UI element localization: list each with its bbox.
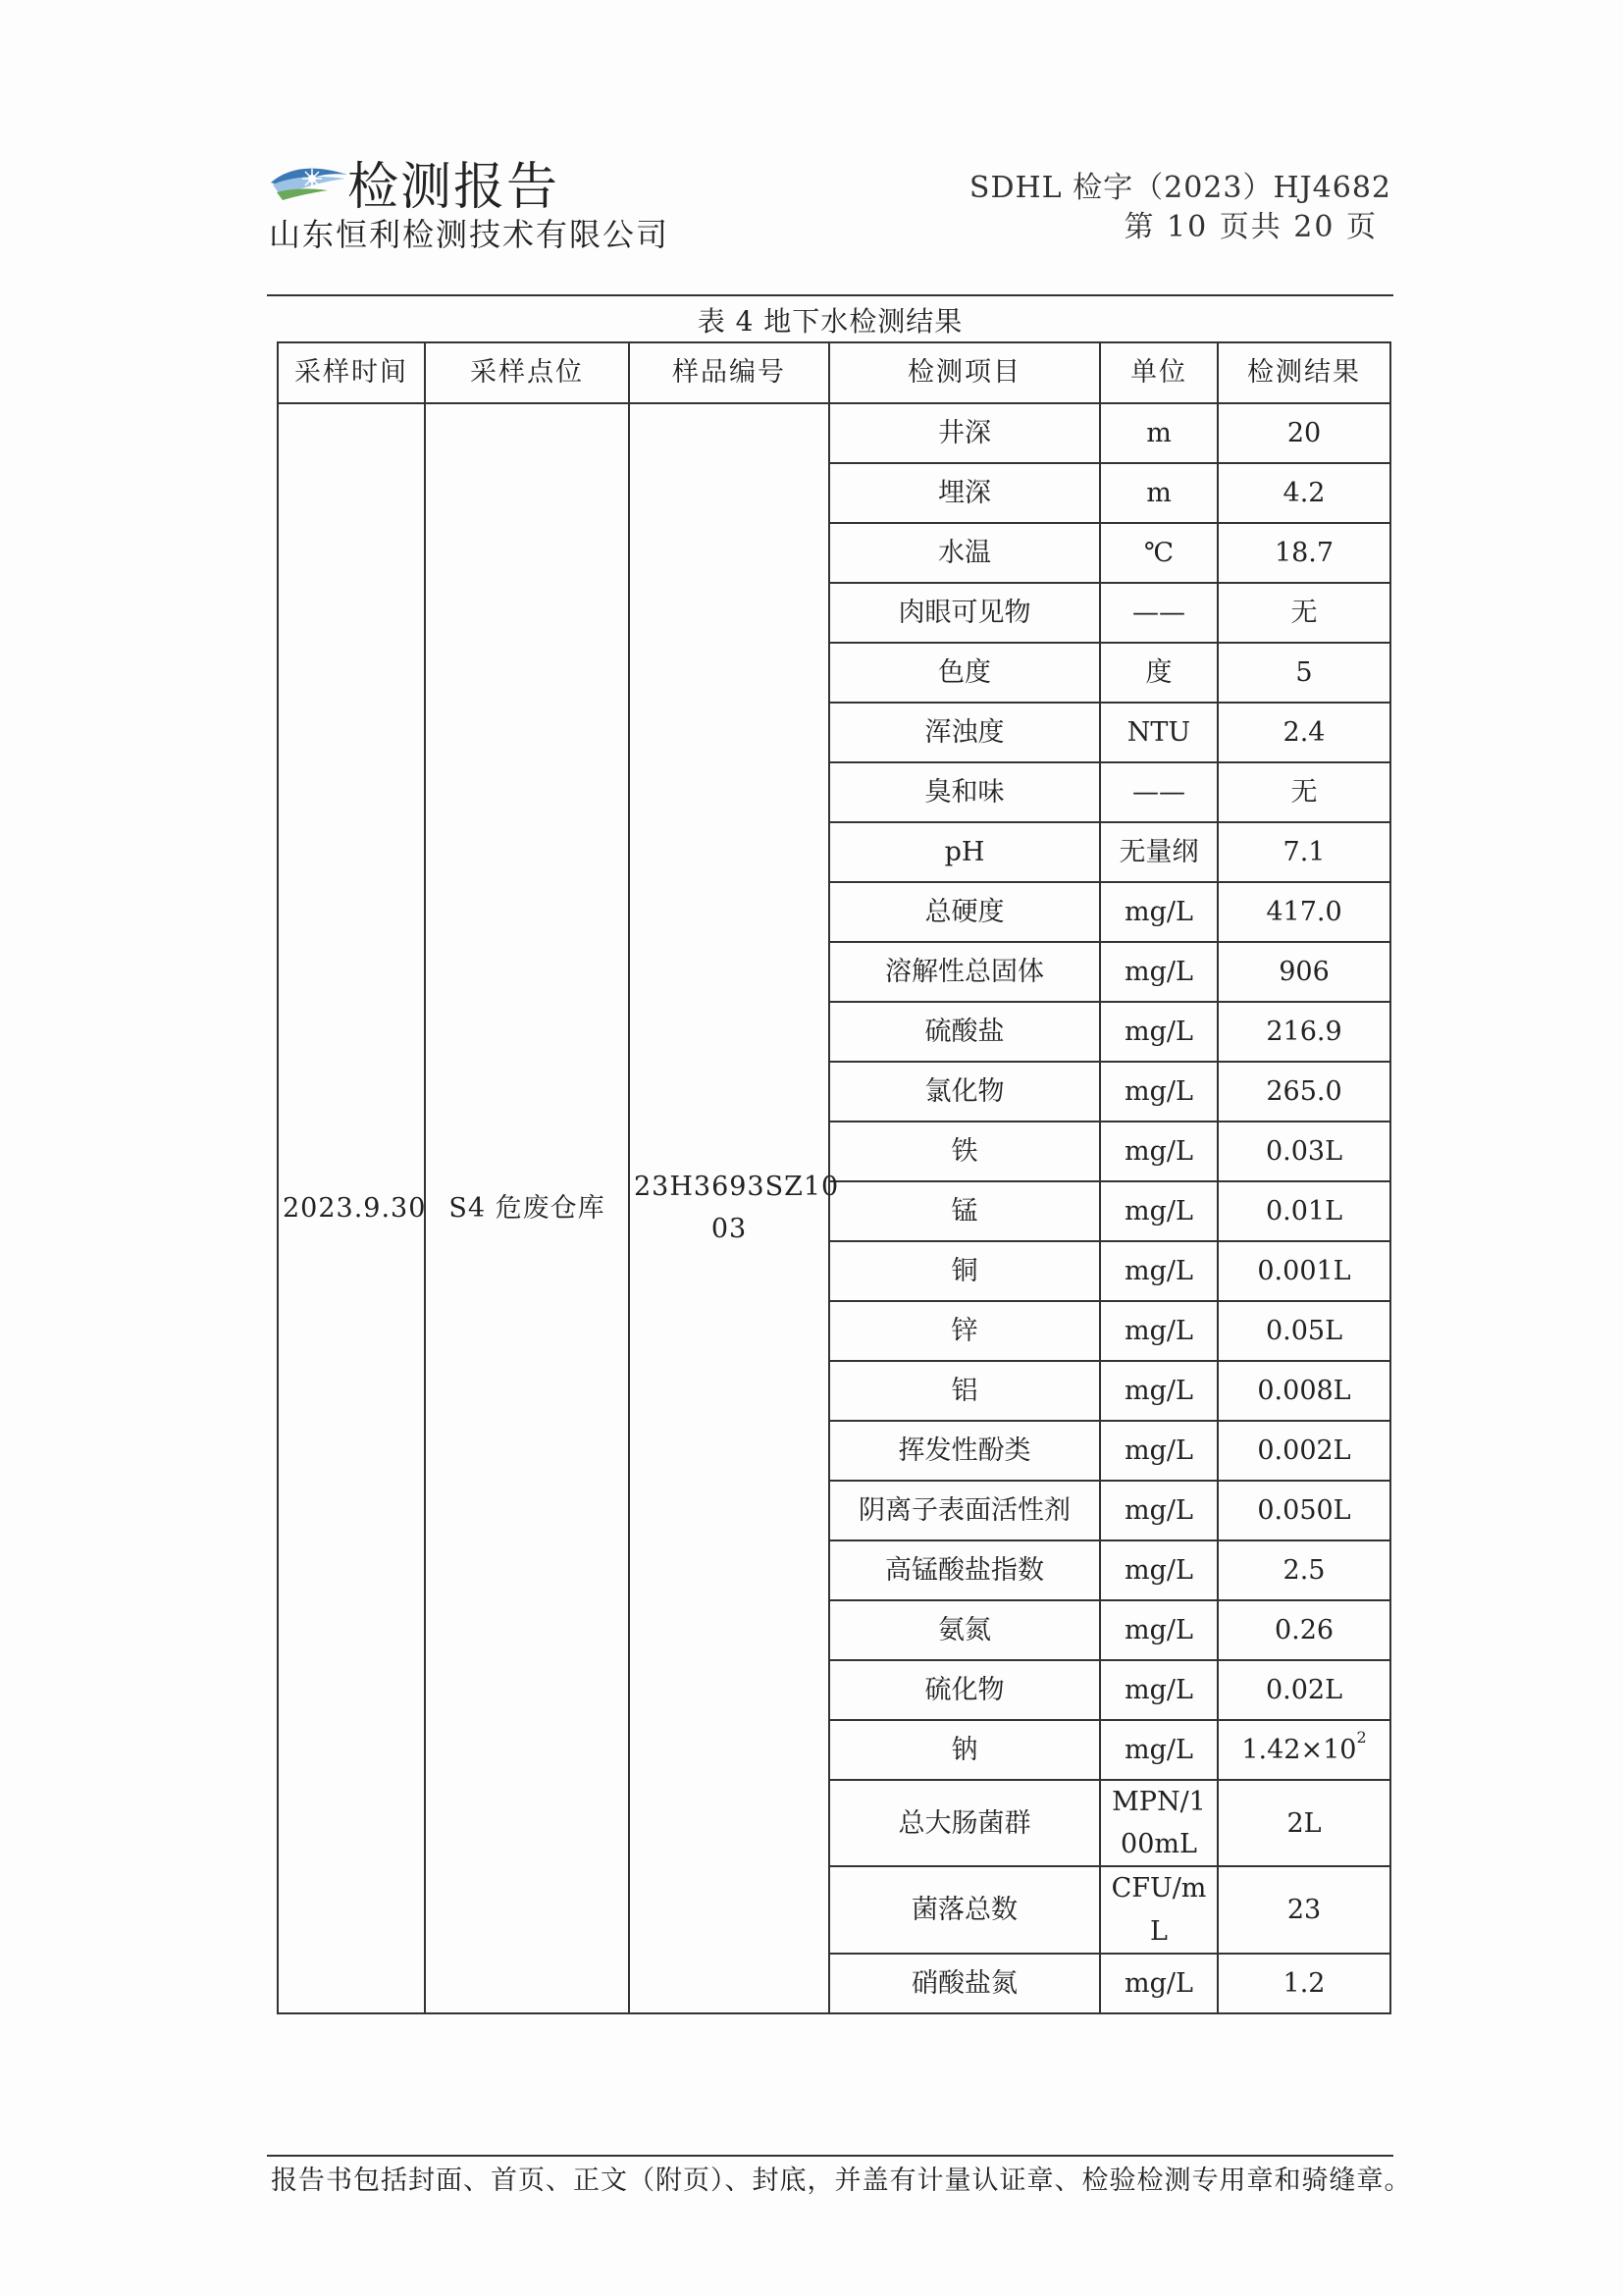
item-cell: 硝酸盐氮: [829, 1954, 1100, 2013]
unit-line1: CFU/m: [1111, 1873, 1207, 1905]
item-cell: 硫酸盐: [829, 1002, 1100, 1062]
item-cell: 肉眼可见物: [829, 583, 1100, 643]
item-cell: 铜: [829, 1241, 1100, 1301]
item-cell: 钠: [829, 1720, 1100, 1780]
result-cell: 216.9: [1218, 1002, 1390, 1062]
column-header: 样品编号: [629, 342, 829, 403]
result-cell: 0.001L: [1218, 1241, 1390, 1301]
unit-cell: mg/L: [1100, 1002, 1218, 1062]
result-cell: 2.5: [1218, 1540, 1390, 1600]
item-cell: 锌: [829, 1301, 1100, 1361]
unit-cell: mg/L: [1100, 1540, 1218, 1600]
unit-cell: mg/L: [1100, 1122, 1218, 1181]
item-cell: 臭和味: [829, 762, 1100, 822]
unit-cell: m: [1100, 403, 1218, 463]
item-cell: 氯化物: [829, 1062, 1100, 1122]
result-base: 1.42×10: [1241, 1734, 1357, 1765]
result-cell: 无: [1218, 583, 1390, 643]
unit-cell: mg/L: [1100, 1660, 1218, 1720]
item-cell: 铁: [829, 1122, 1100, 1181]
column-header: 采样点位: [425, 342, 629, 403]
item-cell: 溶解性总固体: [829, 942, 1100, 1002]
result-cell: 0.03L: [1218, 1122, 1390, 1181]
item-cell: pH: [829, 822, 1100, 882]
item-cell: 色度: [829, 643, 1100, 703]
item-cell: 埋深: [829, 463, 1100, 523]
result-cell: 20: [1218, 403, 1390, 463]
item-cell: 氨氮: [829, 1600, 1100, 1660]
unit-cell: mg/L: [1100, 1600, 1218, 1660]
unit-cell: mg/L: [1100, 882, 1218, 942]
item-cell: 总硬度: [829, 882, 1100, 942]
column-header: 采样时间: [278, 342, 425, 403]
sample-id-line1: 23H3693SZ10: [634, 1172, 840, 1203]
sample-id-cell: [629, 403, 840, 2013]
item-cell: 铝: [829, 1361, 1100, 1421]
result-cell: 0.05L: [1218, 1301, 1390, 1361]
item-cell: 锰: [829, 1181, 1100, 1241]
unit-cell: mg/L: [1100, 1241, 1218, 1301]
page-number: 第 10 页共 20 页: [1124, 210, 1378, 244]
item-cell: 阴离子表面活性剂: [829, 1481, 1100, 1540]
result-cell: 无: [1218, 762, 1390, 822]
result-cell: 906: [1218, 942, 1390, 1002]
unit-cell: NTU: [1100, 703, 1218, 762]
column-header: 单位: [1100, 342, 1218, 403]
result-cell: 18.7: [1218, 523, 1390, 583]
unit-cell: 度: [1100, 643, 1218, 703]
result-cell: 0.002L: [1218, 1421, 1390, 1481]
result-cell: 4.2: [1218, 463, 1390, 523]
unit-cell: mg/L: [1100, 1062, 1218, 1122]
result-cell: 0.050L: [1218, 1481, 1390, 1540]
result-cell: 265.0: [1218, 1062, 1390, 1122]
unit-cell: mg/L: [1100, 942, 1218, 1002]
company-name: 山东恒利检测技术有限公司: [269, 216, 670, 253]
unit-cell: mg/L: [1100, 1720, 1218, 1780]
result-cell: 0.01L: [1218, 1181, 1390, 1241]
footer-divider: [267, 2155, 1393, 2157]
footer-note: 报告书包括封面、首页、正文（附页）、封底，并盖有计量认证章、检验检测专用章和骑缝章。: [271, 2166, 1412, 2196]
unit-cell: mg/L: [1100, 1421, 1218, 1481]
report-number: SDHL 检字（2023）HJ4682: [969, 171, 1391, 205]
header-divider: [267, 294, 1393, 296]
sampling-point-cell: S4 危废仓库: [425, 403, 629, 2013]
item-cell: 井深: [829, 403, 1100, 463]
table-caption: 表 4 地下水检测结果: [697, 305, 964, 338]
result-cell: 2L: [1218, 1780, 1390, 1866]
groundwater-results-table: [277, 341, 1391, 2014]
unit-cell: m: [1100, 463, 1218, 523]
unit-cell: mg/L: [1100, 1301, 1218, 1361]
result-cell: 417.0: [1218, 882, 1390, 942]
item-cell: 硫化物: [829, 1660, 1100, 1720]
unit-cell: ℃: [1100, 523, 1218, 583]
result-cell: 0.008L: [1218, 1361, 1390, 1421]
item-cell: 浑浊度: [829, 703, 1100, 762]
company-logo-icon: [269, 153, 349, 202]
unit-cell: [1100, 1866, 1218, 1953]
column-header: 检测项目: [829, 342, 1100, 403]
table-header-row: [278, 342, 1390, 403]
result-cell: 2.4: [1218, 703, 1390, 762]
item-cell: 水温: [829, 523, 1100, 583]
result-cell: 0.26: [1218, 1600, 1390, 1660]
unit-cell: ——: [1100, 762, 1218, 822]
unit-cell: mg/L: [1100, 1954, 1218, 2013]
unit-line2: 00mL: [1121, 1829, 1197, 1860]
table-row: [278, 403, 1390, 463]
report-title: 检测报告: [347, 158, 560, 217]
result-cell: 23: [1218, 1866, 1390, 1953]
item-cell: 总大肠菌群: [829, 1780, 1100, 1866]
result-cell: 5: [1218, 643, 1390, 703]
result-cell: [1218, 1720, 1390, 1780]
item-cell: 菌落总数: [829, 1866, 1100, 1953]
unit-cell: ——: [1100, 583, 1218, 643]
result-exponent: 2: [1356, 1727, 1367, 1747]
unit-cell: 无量纲: [1100, 822, 1218, 882]
item-cell: 挥发性酚类: [829, 1421, 1100, 1481]
result-cell: 1.2: [1218, 1954, 1390, 2013]
unit-cell: mg/L: [1100, 1361, 1218, 1421]
sample-id-line2: 03: [710, 1214, 748, 1245]
unit-line2: L: [1150, 1915, 1168, 1947]
result-cell: 0.02L: [1218, 1660, 1390, 1720]
unit-cell: mg/L: [1100, 1181, 1218, 1241]
column-header: 检测结果: [1218, 342, 1390, 403]
unit-cell: mg/L: [1100, 1481, 1218, 1540]
sampling-time-cell: 2023.9.30: [278, 403, 425, 2013]
unit-line1: MPN/1: [1112, 1787, 1206, 1817]
unit-cell: [1100, 1780, 1218, 1866]
result-cell: 7.1: [1218, 822, 1390, 882]
logo: [269, 145, 563, 217]
item-cell: 高锰酸盐指数: [829, 1540, 1100, 1600]
